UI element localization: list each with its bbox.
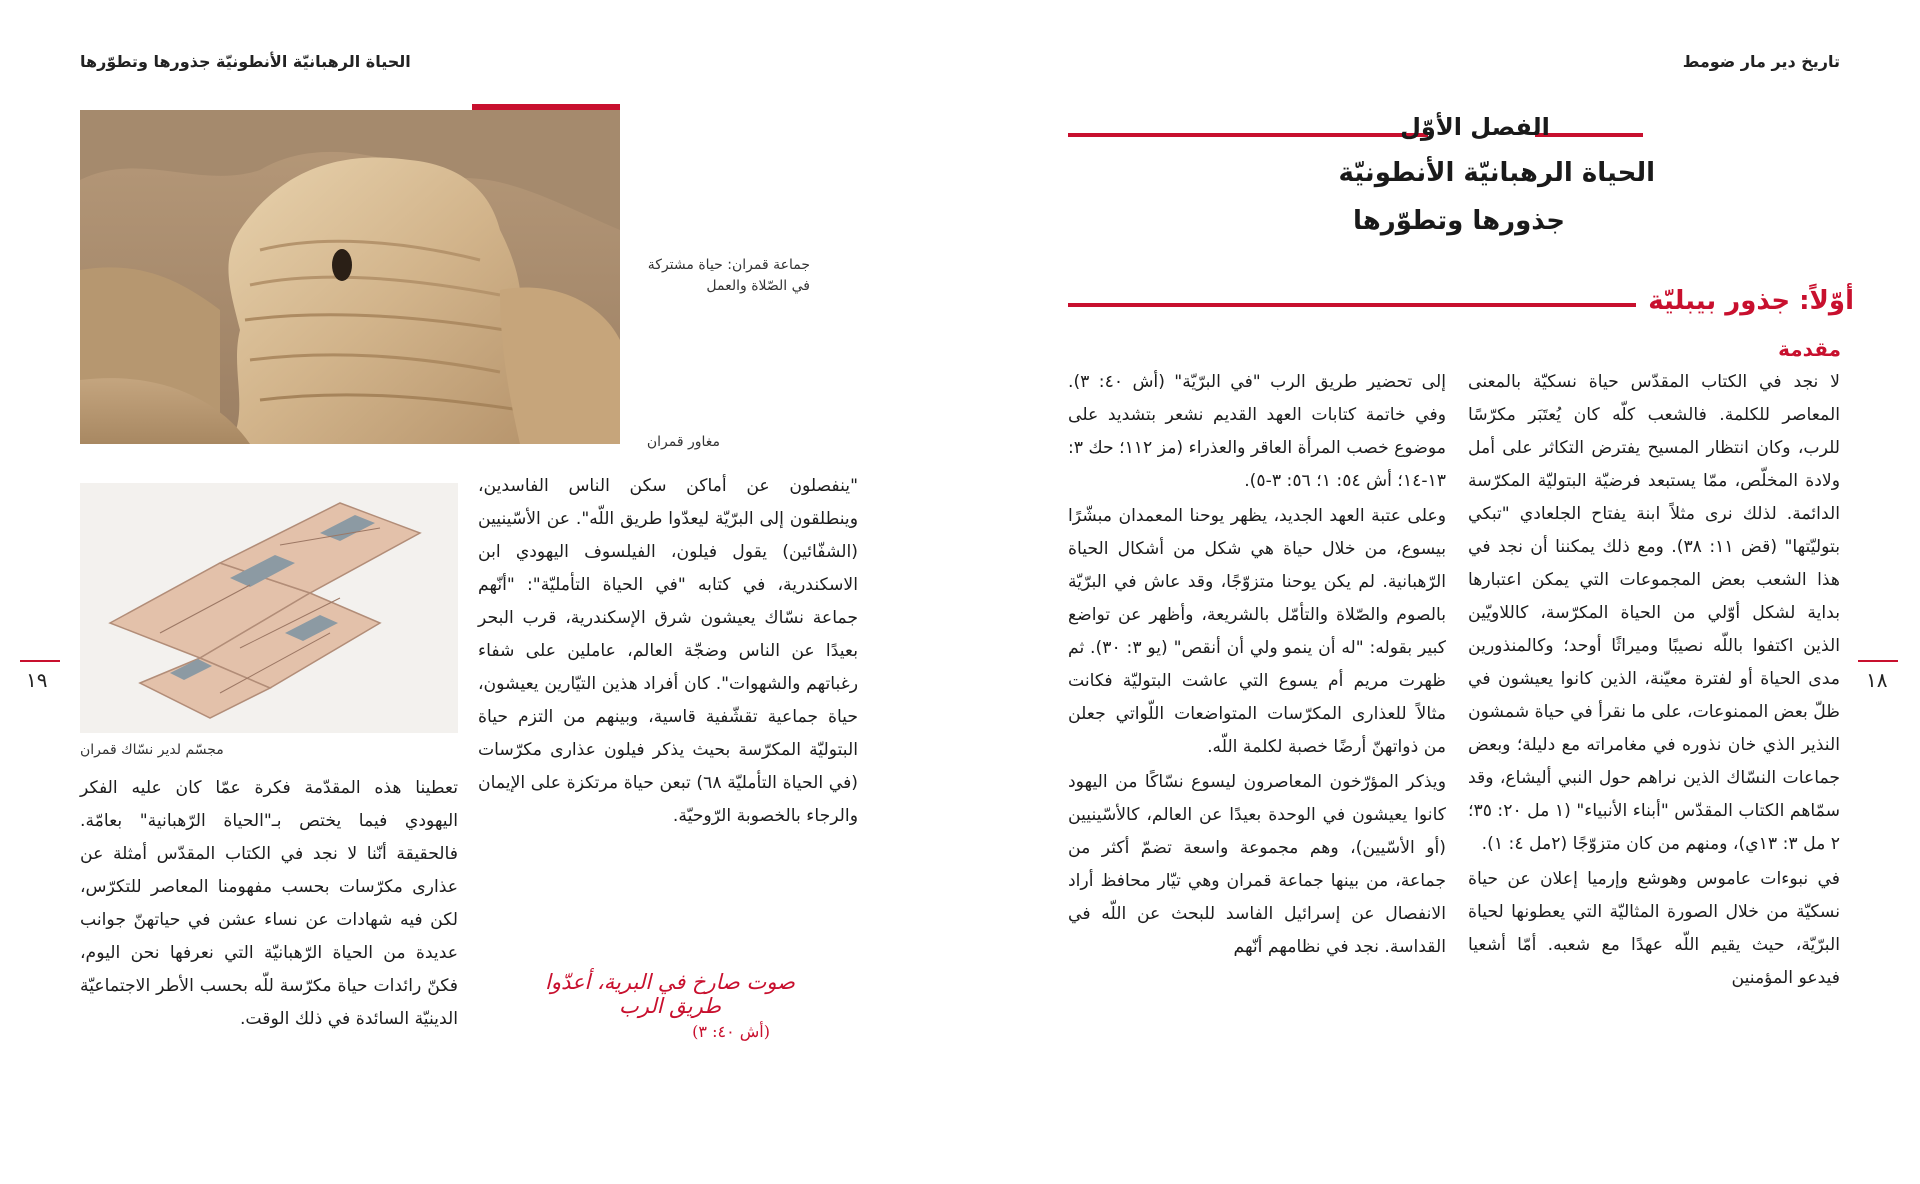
folio-rule-left	[20, 660, 60, 662]
paragraph: ويذكر المؤرّخون المعاصرون ليسوع نسّاكًا من اليهود كانوا يعيشون في الوحدة بعيدًا عن العالم، كالأسّينيين (أو الأسّيين)، وهم مجموعة واسعة تضمّ أكثر من جماعة، من بينها جماعة قمران وهي تيّار محافظ أراد الانفصال عن إسرائيل الفاسد للبحث عن اللّه في القداسة. نجد في نظامهم أنّهم	[1068, 772, 1446, 958]
page-number-left: ١٩	[26, 668, 48, 692]
page-number-right: ١٨	[1866, 668, 1888, 692]
running-head-right: تاريخ دير مار ضومط	[1682, 52, 1840, 71]
caption-qumran-community: جماعة قمران: حياة مشتركة في الصّلاة والعمل	[647, 257, 810, 294]
paragraph: لا نجد في الكتاب المقدّس حياة نسكيّة بالمعنى المعاصر للكلمة. فالشعب كلّه كان يُعتَبَر مكرّسًا للرب، وكان انتظار المسيح يفترض التكاثر على أمل ولادة المخلّص، ممّا يستبعد فرضيّة البتوليّة المكرّسة الدائمة. لذلك نرى مثلاً ابنة يفتاح الجلعادي "تبكي بتوليّتها" (قض ١١: ٣٨). ومع ذلك يمكننا أن نجد في هذا الشعب بعض المجموعات التي يمكن اعتبارها بداية لشكل أوّلي من الحياة المكرّسة، كاللاويّين الذين اكتفوا باللّه نصيبًا وميراثًا أوحد؛ وكالمنذورين مدى الحياة أو لفترة معيّنة، الذين كانوا يعيشون في ظلّ بعض الممنوعات، على ما نقرأ في حياة شمشون النذير الذي خان نذوره في مغامراته مع دليلة؛ وبعض جماعات النسّاك الذين نراهم حول النبي أليشاع، وقد سمّاهم الكتاب المقدّس "أبناء الأنبياء" (١ مل ٢٠: ٣٥؛ ٢ مل ٣: ١٣ي)، ومنهم من كان متزوّجًا (٢مل ٤: ١).	[1468, 372, 1841, 855]
right-page-column-1	[1468, 366, 1840, 997]
qumran-caves-photo	[80, 110, 620, 444]
section-heading: أوّلاً: جذور بيبليّة	[1636, 286, 1854, 316]
paragraph: تعطينا هذه المقدّمة فكرة عمّا كان عليه الفكر اليهودي فيما يختص بـ"الحياة الرّهبانية" بعامّة. فالحقيقة أنّنا لا نجد في الكتاب المقدّس أمثلة عن عذارى مكرّسات بحسب مفهومنا المعاصر للتكرّس، لكن فيه شهادات عن نساء عشن في حياتهنّ جوانب عديدة من الحياة الرّهبانيّة التي نعرفها نحن اليوم، فكنّ رائدات حياة مكرّسة للّه بحسب الأطر الاجتماعيّة الدينيّة السائدة في ذلك الوقت.	[80, 778, 458, 1030]
chapter-label: الفصل الأوّل	[1400, 113, 1550, 141]
pull-quote-ref: (أش ٤٠: ٣)	[692, 1022, 770, 1041]
paragraph: في نبوءات عاموس وهوشع وإرميا إعلان عن حياة نسكيّة من خلال الصورة المثاليّة التي يعطونها لحياة البرّيّة، حيث يقيم اللّه عهدًا مع شعبه. أمّا أشعيا فيدعو المؤمنين	[1468, 869, 1840, 989]
paragraph: "ينفصلون عن أماكن سكن الناس الفاسدين، وينطلقون إلى البرّيّة ليعدّوا طريق اللّه". عن الأسّينيين (الشفّائين) يقول فيلون، الفيلسوف اليهودي ابن الاسكندرية، في كتابه "في الحياة التأمليّة": "أنّهم جماعة نسّاك يعيشون شرق الإسكندرية، قرب البحر بعيدًا عن الناس وضجّة العالم، عاملين على شفاء رغباتهم والشهوات". كان أفراد هذين التيّارين يعيشون، حياة جماعية تقشّفية قاسية، وبينهم من التزم حياة البتوليّة المكرّسة بحيث يذكر فيلون عذارى مكرّسات (في الحياة التأمليّة ٦٨) تبعن حياة مرتكزة على الإيمان والرجاء بالخصوبة الرّوحيّة.	[478, 476, 858, 827]
paragraph: إلى تحضير طريق الرب "في البرّيّة" (أش ٤٠: ٣). وفي خاتمة كتابات العهد القديم نشعر بتشديد على موضوع خصب المرأة العاقر والعذراء (مز ١١٢؛ حك ٣: ١٣-١٤؛ أش ٥٤: ١؛ ٥٦: ٣-٥).	[1068, 372, 1446, 492]
qumran-model-photo	[80, 483, 458, 733]
folio-rule-right	[1858, 660, 1898, 662]
paragraph: وعلى عتبة العهد الجديد، يظهر يوحنا المعمدان مبشّرًا بيسوع، من خلال حياة هي شكل من أشكال الحياة الرّهبانية. لم يكن يوحنا متزوّجًا، وقد عاش في البرّيّة بالصوم والصّلاة والتأمّل بالشريعة، وأظهر عن تواضع كبير بقوله: "له أن ينمو ولي أن أنقص" (يو ٣: ٣٠). ثم ظهرت مريم أم يسوع التي عاشت البتوليّة فكانت مثالاً للعذارى المكرّسات المتواضعات اللّواتي جعلن من ذواتهنّ أرضًا خصبة لكلمة اللّه.	[1068, 506, 1446, 758]
pull-quote-text: صوت صارخ في البرية، أعدّوا طريق الرب	[544, 970, 796, 1018]
chapter-title-line2: جذورها وتطوّرها	[1352, 206, 1565, 236]
left-page-column-right	[478, 470, 858, 835]
running-head-left: الحياة الرهبانيّة الأنطونيّة جذورها وتطوّرها	[80, 52, 411, 71]
left-page-column-left	[80, 772, 458, 1038]
caption-qumran-caves: مغاور قمران	[646, 434, 720, 450]
section-subheading: مقدمة	[1778, 337, 1841, 361]
chapter-rule-left	[1068, 133, 1428, 137]
caption-qumran-model: مجسّم لدير نسّاك قمران	[80, 742, 224, 758]
section-rule	[1068, 303, 1648, 307]
right-page-column-2	[1068, 366, 1446, 966]
chapter-title-line1: الحياة الرهبانيّة الأنطونيّة	[1338, 158, 1655, 188]
pull-quote	[520, 970, 820, 1041]
